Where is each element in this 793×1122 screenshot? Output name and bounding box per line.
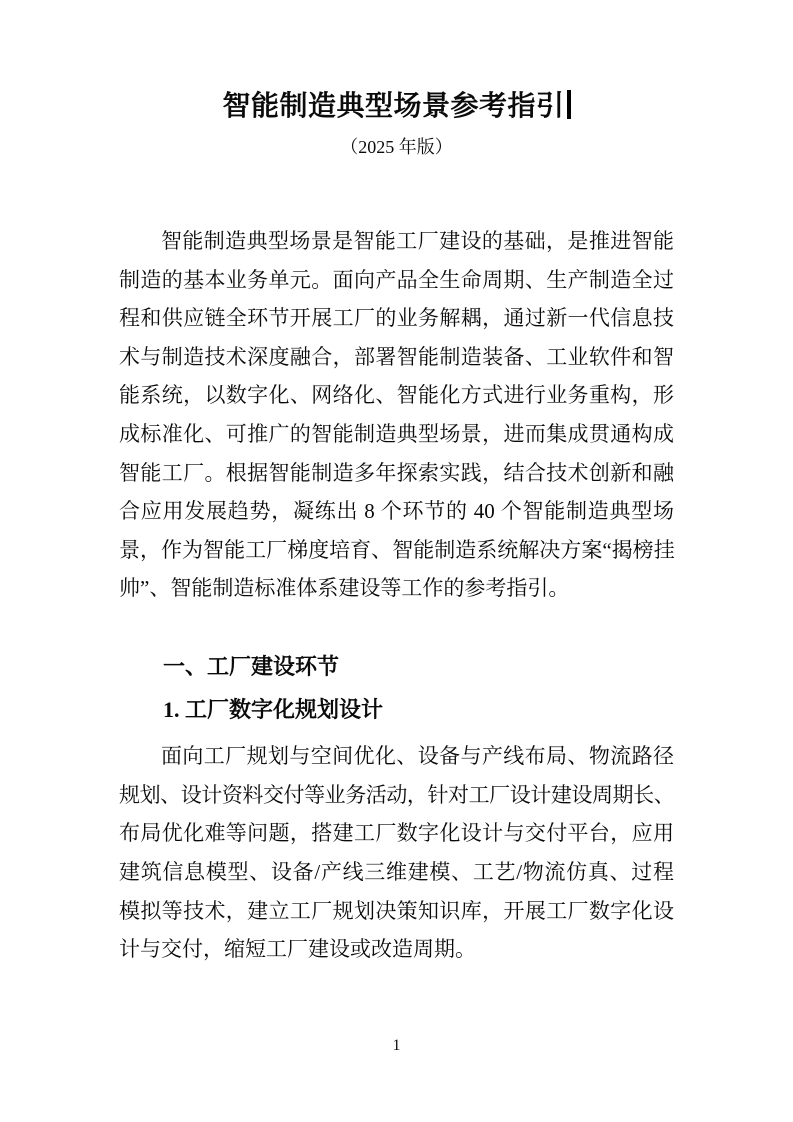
intro-line: 成标准化、可推广的智能制造典型场景，进而集成贯通构成 (119, 421, 674, 446)
body-line: 计与交付，缩短工厂建设或改造周期。 (119, 937, 476, 962)
text-cursor (567, 90, 571, 119)
page-number: 1 (392, 1037, 401, 1054)
intro-paragraph (119, 222, 674, 608)
body-line: 面向工厂规划与空间优化、设备与产线布局、物流路径 (161, 744, 674, 769)
intro-line: 制造的基本业务单元。面向产品全生命周期、生产制造全过 (119, 267, 674, 292)
body-line: 布局优化难等问题，搭建工厂数字化设计与交付平台，应用 (119, 821, 674, 846)
intro-line: 智能工厂。根据智能制造多年探索实践，结合技术创新和融 (119, 460, 674, 485)
intro-line: 能系统，以数字化、网络化、智能化方式进行业务重构，形 (119, 383, 674, 408)
body-line: 模拟等技术，建立工厂规划决策知识库，开展工厂数字化设 (119, 898, 674, 923)
body-line: 规划、设计资料交付等业务活动，针对工厂设计建设周期长、 (119, 782, 674, 807)
intro-line: 景，作为智能工厂梯度培育、智能制造系统解决方案“揭榜挂 (119, 537, 674, 562)
page-body (119, 222, 674, 969)
subsection-heading: 1. 工厂数字化规划设计 (163, 696, 384, 722)
intro-line: 智能制造典型场景是智能工厂建设的基础，是推进智能 (161, 229, 674, 253)
intro-line: 合应用发展趋势，凝练出 8 个环节的 40 个智能制造典型场 (119, 499, 674, 524)
section-heading: 一、工厂建设环节 (163, 653, 340, 679)
subsection-paragraph (119, 737, 674, 969)
page-title-text: 智能制造典型场景参考指引 (222, 91, 565, 122)
page-title (0, 0, 793, 128)
page-subtitle: （2025 年版） (340, 137, 453, 157)
body-line: 建筑信息模型、设备/产线三维建模、工艺/物流仿真、过程 (119, 859, 674, 884)
intro-line: 程和供应链全环节开展工厂的业务解耦，通过新一代信息技 (119, 306, 674, 331)
intro-line: 术与制造技术深度融合，部署智能制造装备、工业软件和智 (119, 344, 674, 369)
intro-line: 帅”、智能制造标准体系建设等工作的参考指引。 (119, 576, 570, 601)
